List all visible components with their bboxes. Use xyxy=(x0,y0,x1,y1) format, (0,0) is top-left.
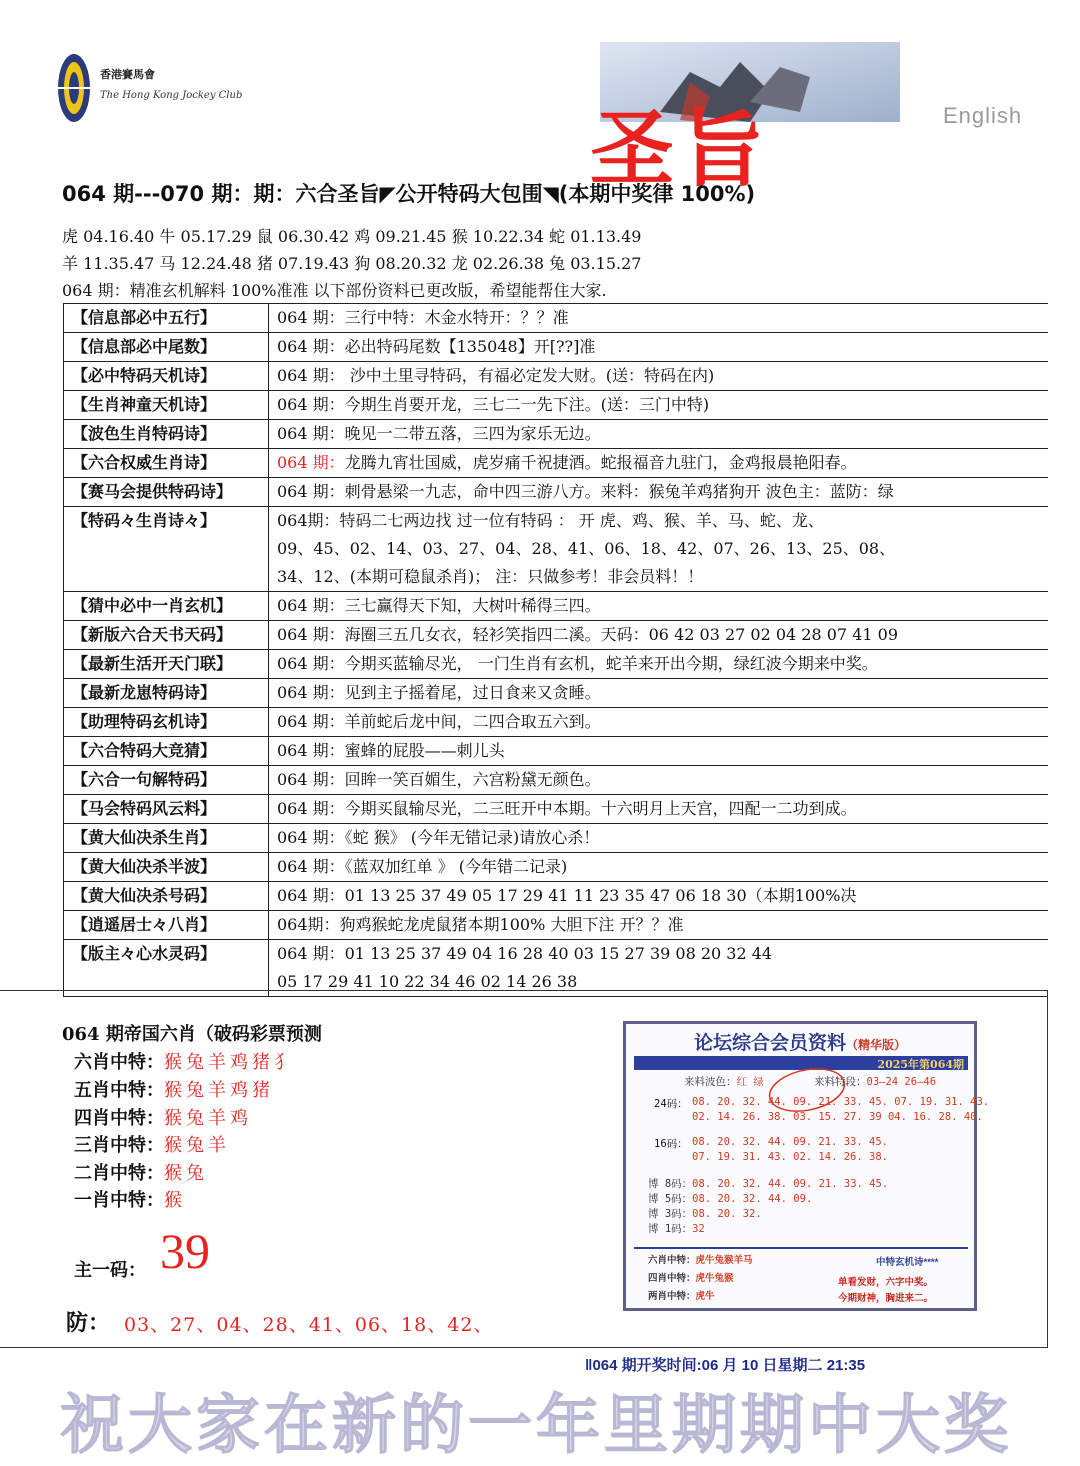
card-b8-line: 博 8码：08. 20. 32. 44. 09. 21. 33. 45. xyxy=(648,1178,889,1190)
jockey-club-logo xyxy=(56,52,256,132)
card-four-pick: 四肖中特：虎牛兔猴 xyxy=(648,1273,734,1284)
table-row xyxy=(63,592,1048,621)
row-label: 【波色生肖特码诗】 xyxy=(63,420,269,448)
row-label: 【马会特码风云料】 xyxy=(63,795,269,823)
row-label: 【助理特码玄机诗】 xyxy=(63,708,269,736)
row-content: 064 期：必出特码尾数【135048】开[??]准 xyxy=(277,337,596,356)
three-zodiac-row: 三肖中特：猴兔羊 xyxy=(74,1135,230,1156)
row-content: 064 期：三行中特：木金水特开：？？准 xyxy=(277,308,569,327)
row-content: 064 期：三七赢得天下知，大树叶稀得三四。 xyxy=(277,596,601,615)
english-link[interactable]: English xyxy=(943,103,1023,128)
row-label: 【逍遥居士々八肖】 xyxy=(63,911,269,939)
table-row xyxy=(63,507,1048,592)
card-title: 论坛综合会员资料（精华版） xyxy=(693,1032,907,1054)
defense-codes: 03、27、04、28、41、06、18、42、 xyxy=(124,1314,494,1336)
empire-title: 064 期帝国六肖（破码彩票预测 xyxy=(62,1024,322,1045)
page-headline: 064 期---070 期：期：六合圣旨◤公开特码大包围◥(本期中奖律 100%) xyxy=(62,182,756,206)
new-year-blessing: 祝大家在新的一年里期期中大奖 xyxy=(60,1388,1012,1463)
card-divider xyxy=(634,1247,968,1249)
table-row xyxy=(63,853,1048,882)
row-content: 064 期：《蛇 猴》 (今年无错记录)请放心杀！ xyxy=(277,828,600,847)
row-content: 064 期：今期买鼠输尽光，二三旺开中本期。十六明月上天宫，四配一二功到成。 xyxy=(277,799,857,818)
card-24-line-a: 08. 20. 32. 44. 09. 21. 33. 45. 07. 19. 31. 43. xyxy=(692,1096,990,1108)
table-row xyxy=(63,737,1048,766)
logo-cn-text: 香港賽馬會 xyxy=(100,68,155,81)
row-label: 【最新龙崽特码诗】 xyxy=(63,679,269,707)
zodiac-line-1: 虎 04.16.40 牛 05.17.29 鼠 06.30.42 鸡 09.21.45 猴 10.22.34 蛇 01.13.49 xyxy=(62,227,642,246)
row-label: 【版主々心水灵码】 xyxy=(63,940,269,996)
banner-title: 圣旨 xyxy=(590,99,771,198)
card-16-label: 16码： xyxy=(654,1138,688,1150)
card-wave-line: 来料波色：红 绿 xyxy=(684,1076,764,1088)
row-content: 064 期：刺骨悬梁一九志，命中四三游八方。来料：猴兔羊鸡猪狗开 波色主：蓝防：绿 xyxy=(277,482,894,501)
row-label: 【最新生活开天门联】 xyxy=(63,650,269,678)
row-label: 【六合特码大竞猜】 xyxy=(63,737,269,765)
defense-label: 防： xyxy=(66,1310,111,1336)
table-row xyxy=(63,478,1048,507)
two-zodiac-row: 二肖中特：猴兔 xyxy=(74,1163,208,1184)
row-label: 【必中特码天机诗】 xyxy=(63,362,269,390)
main-code: 39 xyxy=(160,1223,210,1279)
table-row xyxy=(63,304,1048,333)
row-content: 064 期：01 13 25 37 49 05 17 29 41 11 23 35 47 06 18 30（本期100%决 xyxy=(277,886,857,905)
table-row xyxy=(63,708,1048,737)
card-issue: 2025年第064期 xyxy=(877,1058,964,1071)
forum-member-card xyxy=(623,1021,990,1311)
row-label: 【生肖神童天机诗】 xyxy=(63,391,269,419)
table-row xyxy=(63,333,1048,362)
row-content: 064 期：龙腾九宵壮国威，虎岁痛千祝捷酒。蛇报福音九驻门，金鸡报晨艳阳春。 xyxy=(277,453,857,472)
table-row xyxy=(63,766,1048,795)
table-row xyxy=(63,679,1048,708)
shengzhi-banner xyxy=(590,42,900,198)
row-label: 【特码々生肖诗々】 xyxy=(63,507,269,591)
logo-en-text: The Hong Kong Jockey Club xyxy=(100,90,243,101)
card-24-line-b: 02. 14. 26. 38. 03. 15. 27. 39 04. 16. 28. 40. xyxy=(692,1111,983,1123)
row-content: 064 期：见到主子摇着尾，过日食来又贪睡。 xyxy=(277,683,601,702)
six-zodiac-row: 六肖中特：猴兔羊鸡猪犭 xyxy=(74,1052,296,1073)
row-content: 064 期：回眸一笑百媚生，六宫粉黛无颜色。 xyxy=(277,770,601,789)
card-b1-line: 博 1码：32 xyxy=(648,1223,705,1235)
row-content: 064 期：今期生肖要开龙，三七二一先下注。(送：三门中特) xyxy=(277,395,710,414)
table-row xyxy=(63,650,1048,679)
row-content: 064 期：海圈三五几女衣，轻衫笑指四二溪。天码：06 42 03 27 02 04 28 07 41 09 xyxy=(277,625,898,644)
row-label: 【黄大仙决杀半波】 xyxy=(63,853,269,881)
row-label: 【黄大仙决杀号码】 xyxy=(63,882,269,910)
main-code-label: 主一码： xyxy=(74,1260,146,1281)
red-circle-mark xyxy=(762,1062,852,1118)
five-zodiac-row: 五肖中特：猴兔羊鸡猪 xyxy=(74,1080,274,1101)
table-row xyxy=(63,824,1048,853)
row-content: 064 期：01 13 25 37 49 04 16 28 40 03 15 27 39 08 20 32 44 05 17 29 41 10 22 34 46 02 14 26 38 xyxy=(277,944,773,991)
zodiac-line-2: 羊 11.35.47 马 12.24.48 猪 07.19.43 狗 08.20.32 龙 02.26.38 兔 03.15.27 xyxy=(62,254,642,273)
row-label: 【猜中必中一肖玄机】 xyxy=(63,592,269,620)
row-content: 064期：狗鸡猴蛇龙虎鼠猪本期100% 大胆下注 开？？准 xyxy=(277,915,684,934)
row-content: 064 期：晚见一二带五落，三四为家乐无边。 xyxy=(277,424,601,443)
row-label: 【黄大仙决杀生肖】 xyxy=(63,824,269,852)
card-b3-line: 博 3码：08. 20. 32. xyxy=(648,1208,762,1220)
row-content: 064期：特码二七两边找 过一位有特码 ： 开 虎、鸡、猴、羊、马、蛇、龙、 09、45、02、14、03、27、04、28、41、06、18、42、07、26、13、25、08、 34、12、(本期可稳鼠杀肖)； 注：只做参考！非会员料！！ xyxy=(277,511,896,586)
prediction-table xyxy=(63,303,1048,997)
card-section-line: 来料特段：03—24 26—46 xyxy=(814,1076,937,1088)
row-label: 【赛马会提供特码诗】 xyxy=(63,478,269,506)
row-label: 【六合一句解特码】 xyxy=(63,766,269,794)
card-poem-title: 中特玄机诗**** xyxy=(876,1257,939,1268)
card-b5-line: 博 5码：08. 20. 32. 44. 09. xyxy=(648,1193,813,1205)
accuracy-note: 064 期：精准玄机解料 100%准准 以下部份资料已更改版，希望能帮住大家. xyxy=(62,281,607,300)
table-row xyxy=(63,795,1048,824)
row-content: 064 期： 沙中土里寻特码，有福必定发大财。(送：特码在内) xyxy=(277,366,715,385)
row-content: 064 期：《蓝双加红单 》 (今年错二记录) xyxy=(277,857,568,876)
card-24-label: 24码： xyxy=(654,1098,688,1110)
card-six-pick: 六肖中特：虎牛兔猴羊马 xyxy=(648,1255,753,1266)
issue-prefix: 064 期： xyxy=(277,453,345,472)
one-zodiac-row: 一肖中特：猴 xyxy=(74,1190,186,1211)
row-label: 【信息部必中五行】 xyxy=(63,304,269,332)
table-row xyxy=(63,621,1048,650)
row-content: 064 期：羊前蛇后龙中间，二四合取五六到。 xyxy=(277,712,601,731)
table-row xyxy=(63,449,1048,478)
row-label: 【信息部必中尾数】 xyxy=(63,333,269,361)
table-row xyxy=(63,882,1048,911)
row-content: 064 期：今期买蓝输尽光， 一门生肖有玄机，蛇羊来开出今期，绿红波今期来中奖。 xyxy=(277,654,878,673)
card-poem-line-1: 单看发财，六字中奖。 xyxy=(838,1277,934,1288)
card-two-pick: 两肖中特：虎牛 xyxy=(648,1291,715,1302)
row-label: 【新版六合天书天码】 xyxy=(63,621,269,649)
row-label: 【六合权威生肖诗】 xyxy=(63,449,269,477)
card-16-line-a: 08. 20. 32. 44. 09. 21. 33. 45. xyxy=(692,1136,888,1148)
row-content: 064 期：蜜蜂的屁股——刺儿头 xyxy=(277,741,505,760)
table-row xyxy=(63,420,1048,449)
card-16-line-b: 07. 19. 31. 43. 02. 14. 26. 38. xyxy=(692,1151,888,1163)
table-row xyxy=(63,911,1048,940)
card-poem-line-2: 今期财神，胸进来二。 xyxy=(838,1293,934,1304)
draw-time: ‖064 期开奖时间:06 月 10 日星期二 21:35 xyxy=(585,1357,866,1374)
four-zodiac-row: 四肖中特：猴兔羊鸡 xyxy=(74,1108,252,1129)
table-row xyxy=(63,391,1048,420)
table-row xyxy=(63,940,1048,997)
table-row xyxy=(63,362,1048,391)
